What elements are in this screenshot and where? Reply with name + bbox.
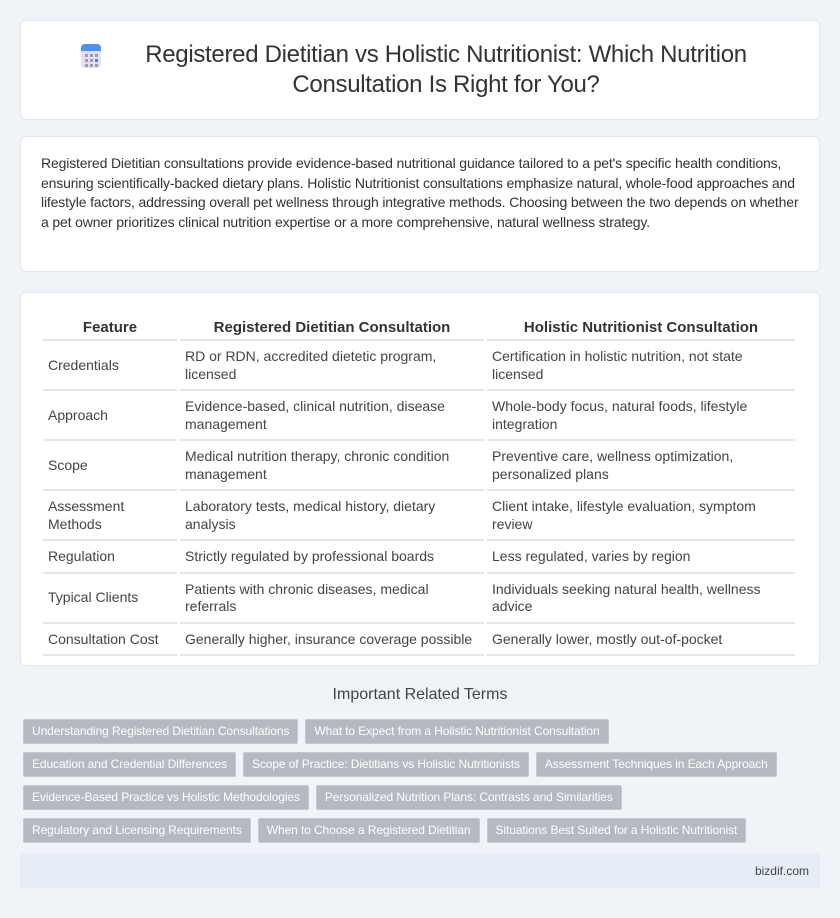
feature-cell: Scope — [43, 441, 177, 491]
rd-cell: Strictly regulated by professional boards — [180, 541, 484, 574]
header-feature: Feature — [43, 315, 177, 341]
table-header-row — [43, 315, 795, 341]
table-row — [43, 624, 795, 657]
rd-cell: RD or RDN, accredited dietetic program, licensed — [180, 341, 484, 391]
summary-card — [20, 136, 820, 272]
table-row — [43, 391, 795, 441]
feature-cell: Consultation Cost — [43, 624, 177, 657]
feature-cell: Regulation — [43, 541, 177, 574]
related-term-link[interactable]: Regulatory and Licensing Requirements — [23, 818, 251, 843]
feature-cell: Typical Clients — [43, 574, 177, 624]
related-term-link[interactable]: Personalized Nutrition Plans: Contrasts and Similarities — [316, 785, 622, 810]
hn-cell: Less regulated, varies by region — [487, 541, 795, 574]
table-row — [43, 491, 795, 541]
hn-cell: Individuals seeking natural health, wellness advice — [487, 574, 795, 624]
footer-site-name: bizdif.com — [754, 864, 809, 878]
rd-cell: Generally higher, insurance coverage possible — [180, 624, 484, 657]
rd-cell: Laboratory tests, medical history, dietary analysis — [180, 491, 484, 541]
related-terms-heading: Important Related Terms — [332, 686, 508, 703]
feature-cell: Credentials — [43, 341, 177, 391]
table-row — [43, 441, 795, 491]
calendar-icon — [81, 44, 101, 68]
header-card — [20, 20, 820, 120]
footer — [20, 854, 820, 888]
rd-cell: Medical nutrition therapy, chronic condition management — [180, 441, 484, 491]
related-term-link[interactable]: Situations Best Suited for a Holistic Nutritionist — [487, 818, 747, 843]
page-title: Registered Dietitian vs Holistic Nutritionist: Which Nutrition Consultation Is Right for You? — [145, 41, 747, 98]
rd-cell: Patients with chronic diseases, medical referrals — [180, 574, 484, 624]
hn-cell: Preventive care, wellness optimization, personalized plans — [487, 441, 795, 491]
rd-cell: Evidence-based, clinical nutrition, disease management — [180, 391, 484, 441]
summary-text: Registered Dietitian consultations provide evidence-based nutritional guidance tailored to a pet's specific health conditions, ensuring scientifically-backed dietary plans. Holistic Nutritionist consultations emphasize natural, whole-food approaches and lifestyle factors, addressing overall pet wellness through integrative methods. Choosing between the two depends on whether a pet owner prioritizes clinical nutrition expertise or a more comprehensive, natural wellness strategy. — [41, 155, 799, 230]
related-term-link[interactable]: What to Expect from a Holistic Nutritionist Consultation — [305, 719, 608, 744]
related-terms-list — [23, 719, 813, 843]
table-row — [43, 574, 795, 624]
header-holistic-nutritionist: Holistic Nutritionist Consultation — [487, 315, 795, 341]
related-term-link[interactable]: Evidence-Based Practice vs Holistic Methodologies — [23, 785, 309, 810]
table-row — [43, 541, 795, 574]
related-term-link[interactable]: Assessment Techniques in Each Approach — [536, 752, 777, 777]
feature-cell: Approach — [43, 391, 177, 441]
hn-cell: Certification in holistic nutrition, not state licensed — [487, 341, 795, 391]
feature-cell: Assessment Methods — [43, 491, 177, 541]
related-term-link[interactable]: Scope of Practice: Dietitians vs Holistic Nutritionists — [243, 752, 529, 777]
table-row — [43, 341, 795, 391]
hn-cell: Whole-body focus, natural foods, lifestyle integration — [487, 391, 795, 441]
related-term-link[interactable]: Understanding Registered Dietitian Consultations — [23, 719, 298, 744]
comparison-table — [40, 315, 798, 656]
header-registered-dietitian: Registered Dietitian Consultation — [180, 315, 484, 341]
related-term-link[interactable]: Education and Credential Differences — [23, 752, 236, 777]
hn-cell: Generally lower, mostly out-of-pocket — [487, 624, 795, 657]
hn-cell: Client intake, lifestyle evaluation, symptom review — [487, 491, 795, 541]
comparison-table-card — [20, 292, 820, 666]
related-term-link[interactable]: When to Choose a Registered Dietitian — [258, 818, 480, 843]
